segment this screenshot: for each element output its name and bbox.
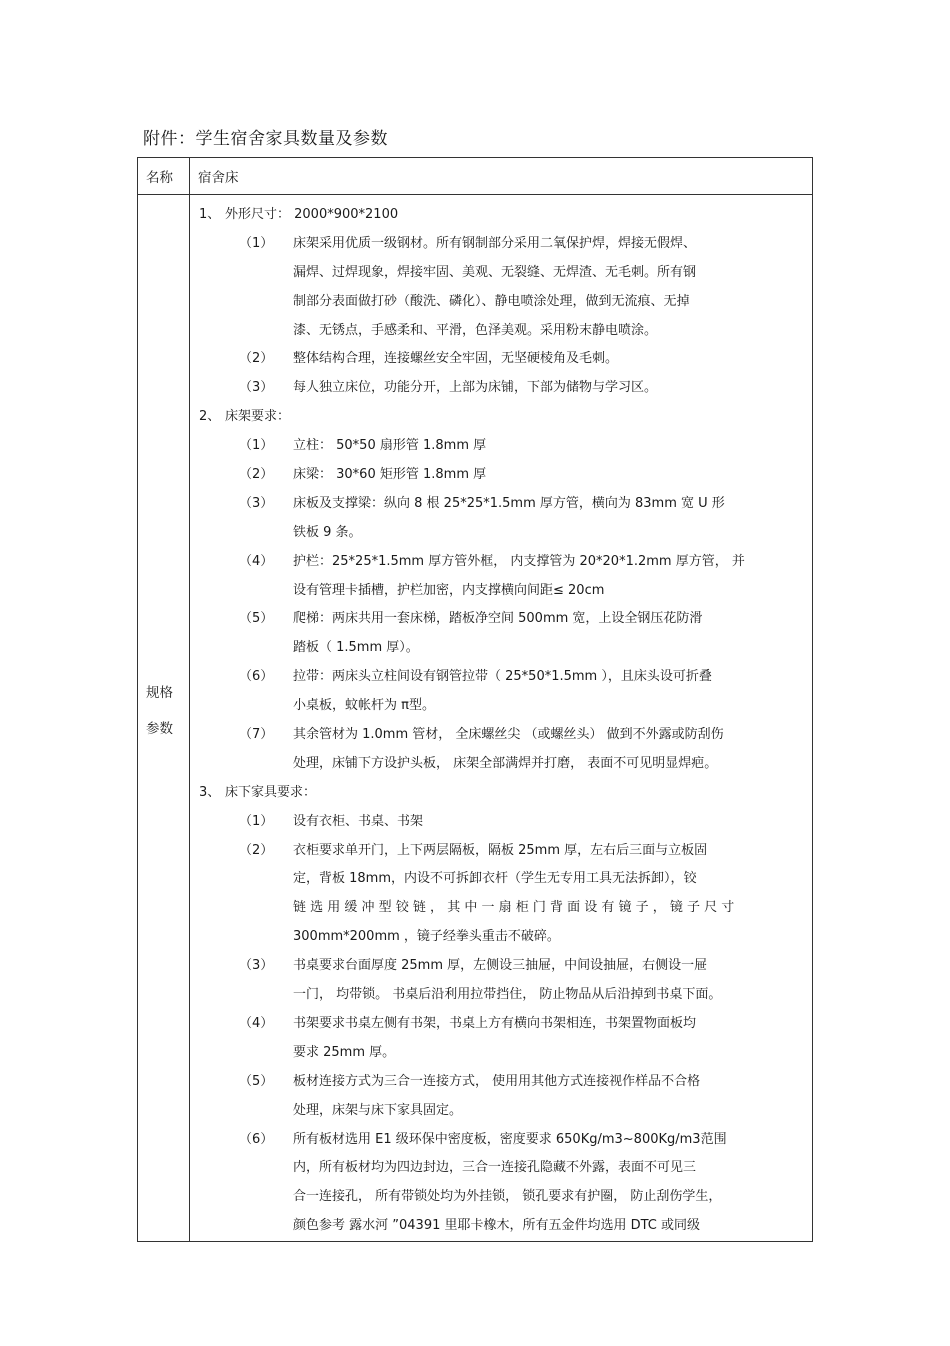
list-item <box>199 952 812 981</box>
list-item-continuation <box>199 1154 812 1183</box>
section-heading <box>199 403 812 432</box>
item-text: 护栏：25*25*1.5mm 厚方管外框， 内支撑管为 20*20*1.2mm 厚方管， 并 <box>293 553 745 569</box>
item-text: 漆、无锈点，手感柔和、平滑，色泽美观。采用粉末静电喷涂。 <box>293 322 658 338</box>
list-item <box>199 345 812 374</box>
item-number: （6） <box>239 1131 274 1147</box>
list-item <box>199 1126 812 1155</box>
item-text: 制部分表面做打砂（酸洗、磷化）、静电喷涂处理，做到无流痕、无掉 <box>293 293 690 309</box>
item-number: （2） <box>239 351 274 367</box>
list-item-continuation <box>199 288 812 317</box>
item-number: （7） <box>239 727 274 743</box>
name-value: 宿舍床 <box>198 170 239 186</box>
item-text: 内，所有板材均为四边封边，三合一连接孔隐藏不外露，表面不可见三 <box>293 1160 697 1176</box>
item-number: （2） <box>239 467 274 483</box>
item-text: 其余管材为 1.0mm 管材， 全床螺丝尖 （或螺丝头） 做到不外露或防刮伤 <box>293 727 724 743</box>
item-number: （2） <box>239 842 274 858</box>
item-text: 板材连接方式为三合一连接方式， 使用用其他方式连接视作样品不合格 <box>293 1073 701 1089</box>
item-number: （3） <box>239 495 274 511</box>
list-item <box>199 548 812 577</box>
list-item <box>199 1010 812 1039</box>
item-text: 设有管理卡插槽，护栏加密，内支撑横向间距≤ 20cm <box>293 582 605 598</box>
item-text: 每人独立床位，功能分开，上部为床铺，下部为储物与学习区。 <box>293 380 658 396</box>
list-item-continuation <box>199 692 812 721</box>
list-item-continuation <box>199 1183 812 1212</box>
item-text: 漏焊、过焊现象，焊接牢固、美观、无裂缝、无焊渣、无毛刺。所有钢 <box>293 264 697 280</box>
item-number: （5） <box>239 1073 274 1089</box>
item-text: 颜色参考 露水河 ”04391 里耶卡橡木，所有五金件均选用 DTC 或同级 <box>293 1218 701 1234</box>
list-item-continuation <box>199 981 812 1010</box>
list-item <box>199 461 812 490</box>
item-text: 床板及支撑梁：纵向 8 根 25*25*1.5mm 厚方管，横向为 83mm 宽 U 形 <box>293 495 725 511</box>
list-item-continuation <box>199 519 812 548</box>
item-text: 小桌板，蚊帐杆为 π型。 <box>293 698 435 714</box>
item-number: （4） <box>239 1015 274 1031</box>
section-number: 3、 <box>199 784 221 800</box>
name-label-cell <box>138 158 190 195</box>
spec-content-cell <box>190 195 813 1242</box>
item-text: 处理，床架与床下家具固定。 <box>293 1102 463 1118</box>
item-text: 整体结构合理，连接螺丝安全牢固，无坚硬棱角及毛刺。 <box>293 351 619 367</box>
section-heading-text: 床下家具要求： <box>225 784 317 800</box>
item-number: （1） <box>239 813 274 829</box>
item-number: （3） <box>239 380 274 396</box>
section-heading-text: 床架要求： <box>225 409 291 425</box>
item-text: 一门， 均带锁。 书桌后沿利用拉带挡住， 防止物品从后沿掉到书桌下面。 <box>293 987 722 1003</box>
item-number: （1） <box>239 235 274 251</box>
spec-label-part1: 规格 <box>146 685 173 701</box>
list-item <box>199 230 812 259</box>
item-text: 拉带：两床头立柱间设有钢管拉带（ 25*50*1.5mm ），且床头设可折叠 <box>293 669 712 685</box>
spec-label-part2: 参数 <box>146 721 173 737</box>
item-text: 书桌要求台面厚度 25mm 厚，左侧设三抽屉，中间设抽屉，右侧设一屉 <box>293 958 708 974</box>
list-item <box>199 663 812 692</box>
item-text: 爬梯：两床共用一套床梯，踏板净空间 500mm 宽，上设全钢压花防滑 <box>293 611 703 627</box>
item-text: 床架采用优质一级钢材。所有钢制部分采用二氧保护焊，焊接无假焊、 <box>293 235 697 251</box>
item-number: （4） <box>239 553 274 569</box>
item-number: （3） <box>239 958 274 974</box>
item-text: 床梁： 30*60 矩形管 1.8mm 厚 <box>293 467 487 483</box>
section-heading <box>199 779 812 808</box>
list-item-continuation <box>199 259 812 288</box>
spec-table <box>137 157 813 1242</box>
list-item-continuation <box>199 577 812 606</box>
list-item-continuation <box>199 923 812 952</box>
item-text: 立柱： 50*50 扇形管 1.8mm 厚 <box>293 438 487 454</box>
list-item-continuation <box>199 634 812 663</box>
item-text: 链 选 用 缓 冲 型 铰 链 ， 其 中 一 扇 柜 门 背 面 设 有 镜 子 ， 镜 子 尺 寸 <box>293 900 735 916</box>
spec-label-cell <box>138 195 190 1242</box>
name-value-cell <box>190 158 813 195</box>
list-item-continuation <box>199 894 812 923</box>
item-text: 300mm*200mm ，镜子经拳头重击不破碎。 <box>293 929 560 945</box>
list-item <box>199 837 812 866</box>
item-text: 衣柜要求单开门，上下两层隔板，隔板 25mm 厚，左右后三面与立板固 <box>293 842 708 858</box>
list-item-continuation <box>199 750 812 779</box>
name-label: 名称 <box>146 170 173 186</box>
list-item <box>199 605 812 634</box>
item-text: 要求 25mm 厚。 <box>293 1044 396 1060</box>
item-number: （1） <box>239 438 274 454</box>
list-item <box>199 432 812 461</box>
item-text: 书架要求书桌左侧有书架，书桌上方有横向书架相连，书架置物面板均 <box>293 1015 697 1031</box>
item-text: 定，背板 18mm，内设不可拆卸衣杆（学生无专用工具无法拆卸），铰 <box>293 871 697 887</box>
spec-content <box>190 195 812 1241</box>
section-heading-text: 外形尺寸： 2000*900*2100 <box>225 207 399 222</box>
item-text: 处理，床铺下方设护头板， 床架全部满焊并打磨， 表面不可见明显焊疤。 <box>293 755 718 771</box>
item-text: 设有衣柜、书桌、书架 <box>293 813 424 829</box>
list-item-continuation <box>199 1097 812 1126</box>
section-heading <box>199 201 812 230</box>
list-item-continuation <box>199 317 812 346</box>
section-number: 2、 <box>199 409 221 425</box>
list-item <box>199 808 812 837</box>
list-item-continuation <box>199 865 812 894</box>
section-number: 1、 <box>199 207 221 222</box>
item-text: 所有板材选用 E1 级环保中密度板，密度要求 650Kg/m3~800Kg/m3范围 <box>293 1131 727 1147</box>
list-item-continuation <box>199 1039 812 1068</box>
document-title: 附件：学生宿舍家具数量及参数 <box>143 129 388 149</box>
list-item-continuation <box>199 1212 812 1241</box>
item-number: （6） <box>239 669 274 685</box>
name-row <box>138 158 813 195</box>
spec-row <box>138 195 813 1242</box>
item-text: 铁板 9 条。 <box>293 524 362 540</box>
item-text: 合一连接孔， 所有带锁处均为外挂锁， 锁孔要求有护圈， 防止刮伤学生， <box>293 1189 722 1205</box>
item-number: （5） <box>239 611 274 627</box>
list-item <box>199 374 812 403</box>
list-item <box>199 1068 812 1097</box>
item-text: 踏板（ 1.5mm 厚）。 <box>293 640 419 656</box>
list-item <box>199 721 812 750</box>
list-item <box>199 490 812 519</box>
